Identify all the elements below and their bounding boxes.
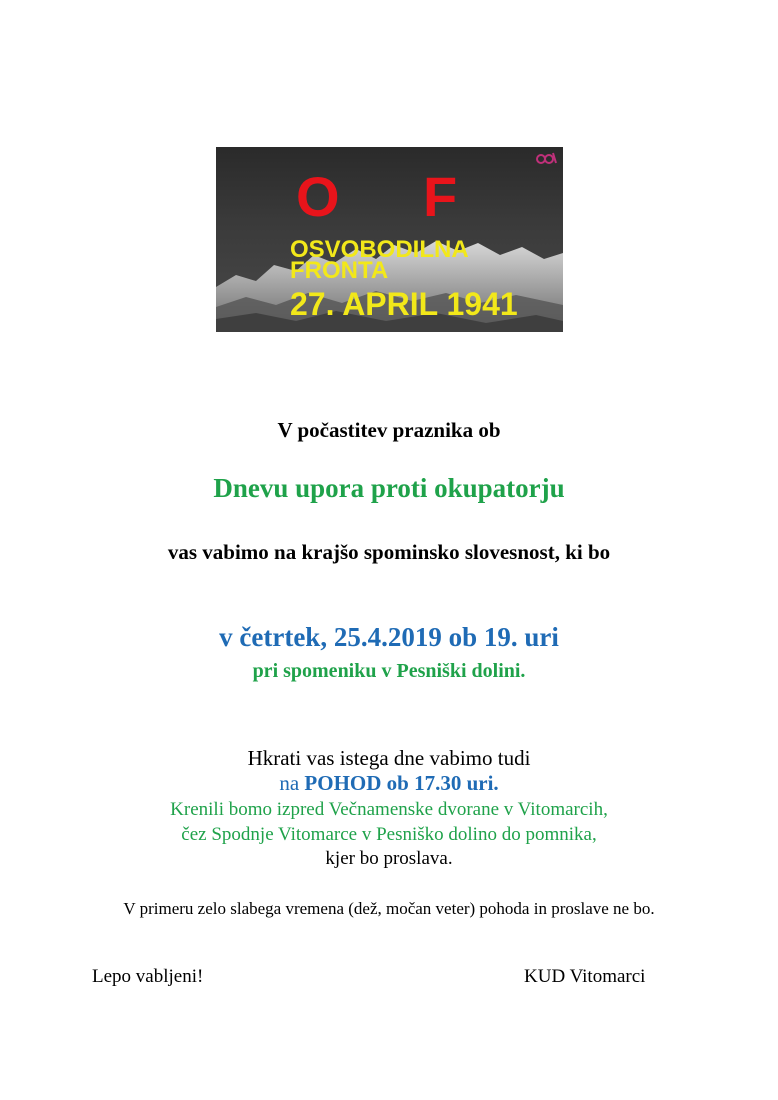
banner-fronta: FRONTA [290, 257, 389, 284]
hike-event-prefix: na [279, 771, 305, 795]
footer-signature: KUD Vitomarci [524, 966, 646, 987]
invite-text: vas vabimo na krajšo spominsko slovesnost, ki bo [167, 540, 611, 564]
weather-note: V primeru zelo slabega vremena (dež, močan veter) pohoda in proslave ne bo. [123, 899, 655, 918]
banner-letter-f: F [423, 165, 458, 228]
hike-destination: kjer bo proslava. [325, 848, 453, 869]
hike-event-time: POHOD ob 17.30 uri. [304, 771, 499, 795]
hike-route-1: Krenili bomo izpred Večnamenske dvorane v Vitomarcih, [170, 799, 608, 820]
hike-route-2: čez Spodnje Vitomarce v Pesniško dolino do pomnika, [181, 824, 597, 845]
banner-date: 27. APRIL 1941 [290, 286, 518, 322]
logo-icon [536, 151, 558, 165]
footer-greeting: Lepo vabljeni! [92, 966, 204, 987]
event-place: pri spomeniku v Pesniški dolini. [252, 660, 526, 682]
of-banner-image [216, 147, 563, 332]
banner-osvobodilna: OSVOBODILNA [290, 236, 469, 263]
banner-letter-o: O [296, 165, 340, 228]
holiday-title: Dnevu upora proti okupatorju [213, 473, 565, 503]
hike-intro: Hkrati vas istega dne vabimo tudi [247, 746, 531, 770]
hike-event [0, 771, 778, 796]
intro-text: V počastitev praznika ob [277, 418, 501, 442]
event-date: v četrtek, 25.4.2019 ob 19. uri [219, 622, 559, 652]
